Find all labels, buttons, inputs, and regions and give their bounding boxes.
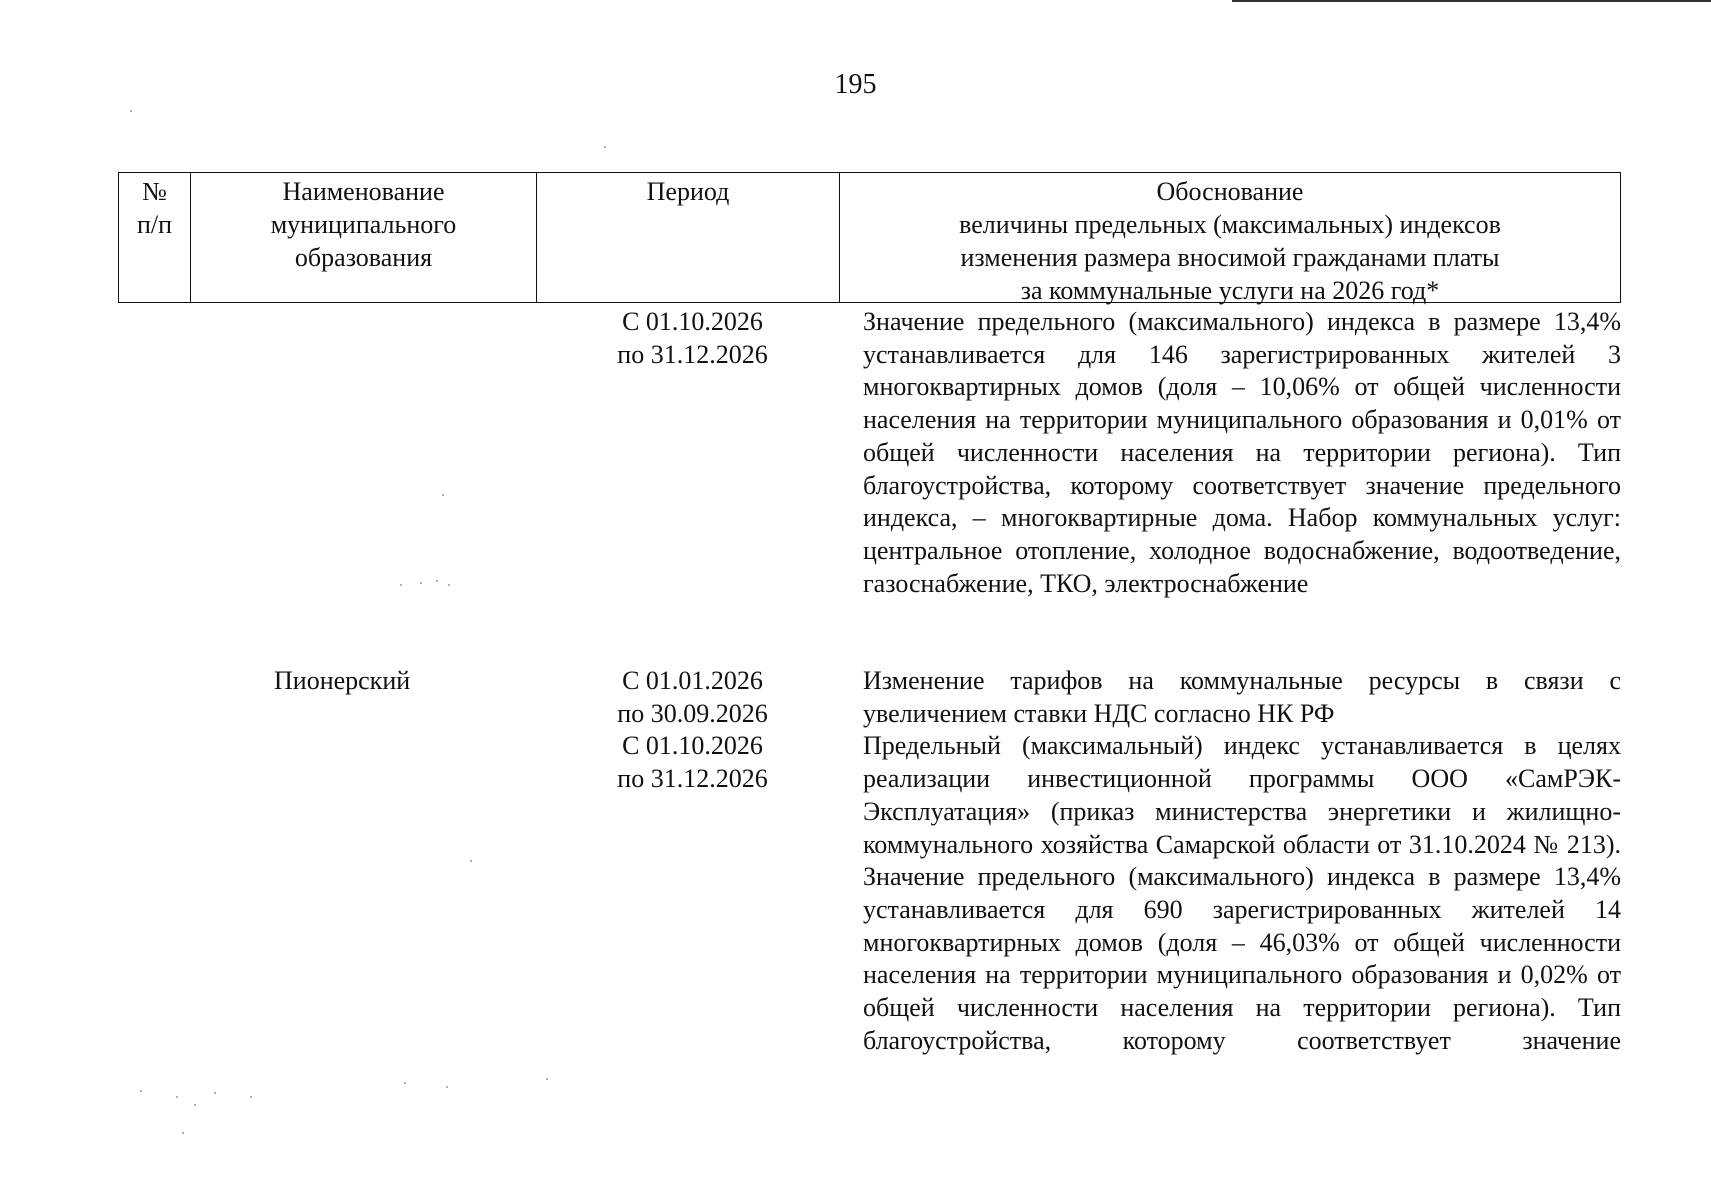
scan-speck — [448, 584, 450, 586]
scan-speck — [470, 860, 472, 862]
scan-speck — [604, 146, 606, 148]
header-number: № п/п — [119, 173, 191, 302]
period-cell — [536, 306, 839, 600]
period-line: С 01.10.2026 — [622, 307, 763, 336]
municipality-name — [190, 306, 536, 600]
justification-paragraph: Значение предельного (максимального) индекса в размере 13,4% устанавливается для 146 зарегистрированных жителей 3 многоквартирных домов (доля – 10,06% от общей численности населения на территории муниципального образования и 0,01% от общей численности населения на территории региона). Тип благоустройства, которому соответствует значение предельного индекса, – многоквартирные дома. Набор коммунальных услуг: центральное отопление, холодное водоснабжение, водоотведение, газоснабжение, ТКО, электроснабжение — [863, 307, 1621, 598]
table-row — [118, 665, 1621, 1057]
scan-speck — [546, 1078, 548, 1080]
scan-speck — [446, 1086, 448, 1088]
row-number — [118, 665, 190, 1057]
justification-cell — [863, 665, 1621, 1057]
row-number — [118, 306, 190, 600]
period-line: по 31.12.2026 — [617, 764, 768, 794]
header-justification: Обоснование величины предельных (максимальных) индексов изменения размера вносимой гражданами платы за коммунальные услуги на 2026 год* — [959, 177, 1501, 305]
period-cell — [536, 665, 839, 1057]
page-number: 195 — [834, 69, 877, 100]
scan-speck — [436, 580, 438, 582]
table-row — [118, 306, 1621, 600]
scan-speck — [442, 494, 444, 496]
scan-speck — [214, 1092, 216, 1094]
scan-edge-line — [1232, 0, 1711, 2]
header-municipality: Наименование муниципального образования — [191, 173, 537, 302]
scan-speck — [400, 584, 402, 586]
scan-speck — [194, 1104, 196, 1106]
scan-speck — [130, 110, 132, 112]
scan-speck — [140, 1090, 142, 1092]
period-line: по 31.12.2026 — [617, 339, 768, 369]
justification-paragraph: Изменение тарифов на коммунальные ресурсы в связи с увеличением ставки НДС согласно НК РФ — [863, 666, 1621, 728]
scan-speck — [182, 1132, 184, 1134]
justification-cell — [863, 306, 1621, 600]
period-line: по 30.09.2026 — [617, 698, 768, 728]
scan-speck — [404, 1082, 406, 1084]
scan-speck — [250, 1096, 252, 1098]
justification-paragraph: Предельный (максимальный) индекс устанавливается в целях реализации инвестиционной программы ООО «СамРЭК-Эксплуатация» (приказ министерства энергетики и жилищно-коммунального хозяйства Самарской области от 31.10.2024 № 213). Значение предельного (максимального) индекса в размере 13,4% устанавливается для 690 зарегистрированных жителей 14 многоквартирных домов (доля – 46,03% от общей численности населения на территории муниципального образования и 0,02% от общей численности населения на территории региона). Тип благоустройства, которому соответствует значение — [863, 731, 1621, 1055]
scan-speck — [176, 1096, 178, 1098]
period-line: С 01.01.2026 — [622, 666, 763, 695]
scan-speck — [420, 582, 422, 584]
header-period: Период — [537, 173, 840, 302]
table-header — [118, 172, 1621, 303]
period-line: С 01.10.2026 — [622, 731, 763, 761]
municipality-name: Пионерский — [274, 666, 411, 695]
